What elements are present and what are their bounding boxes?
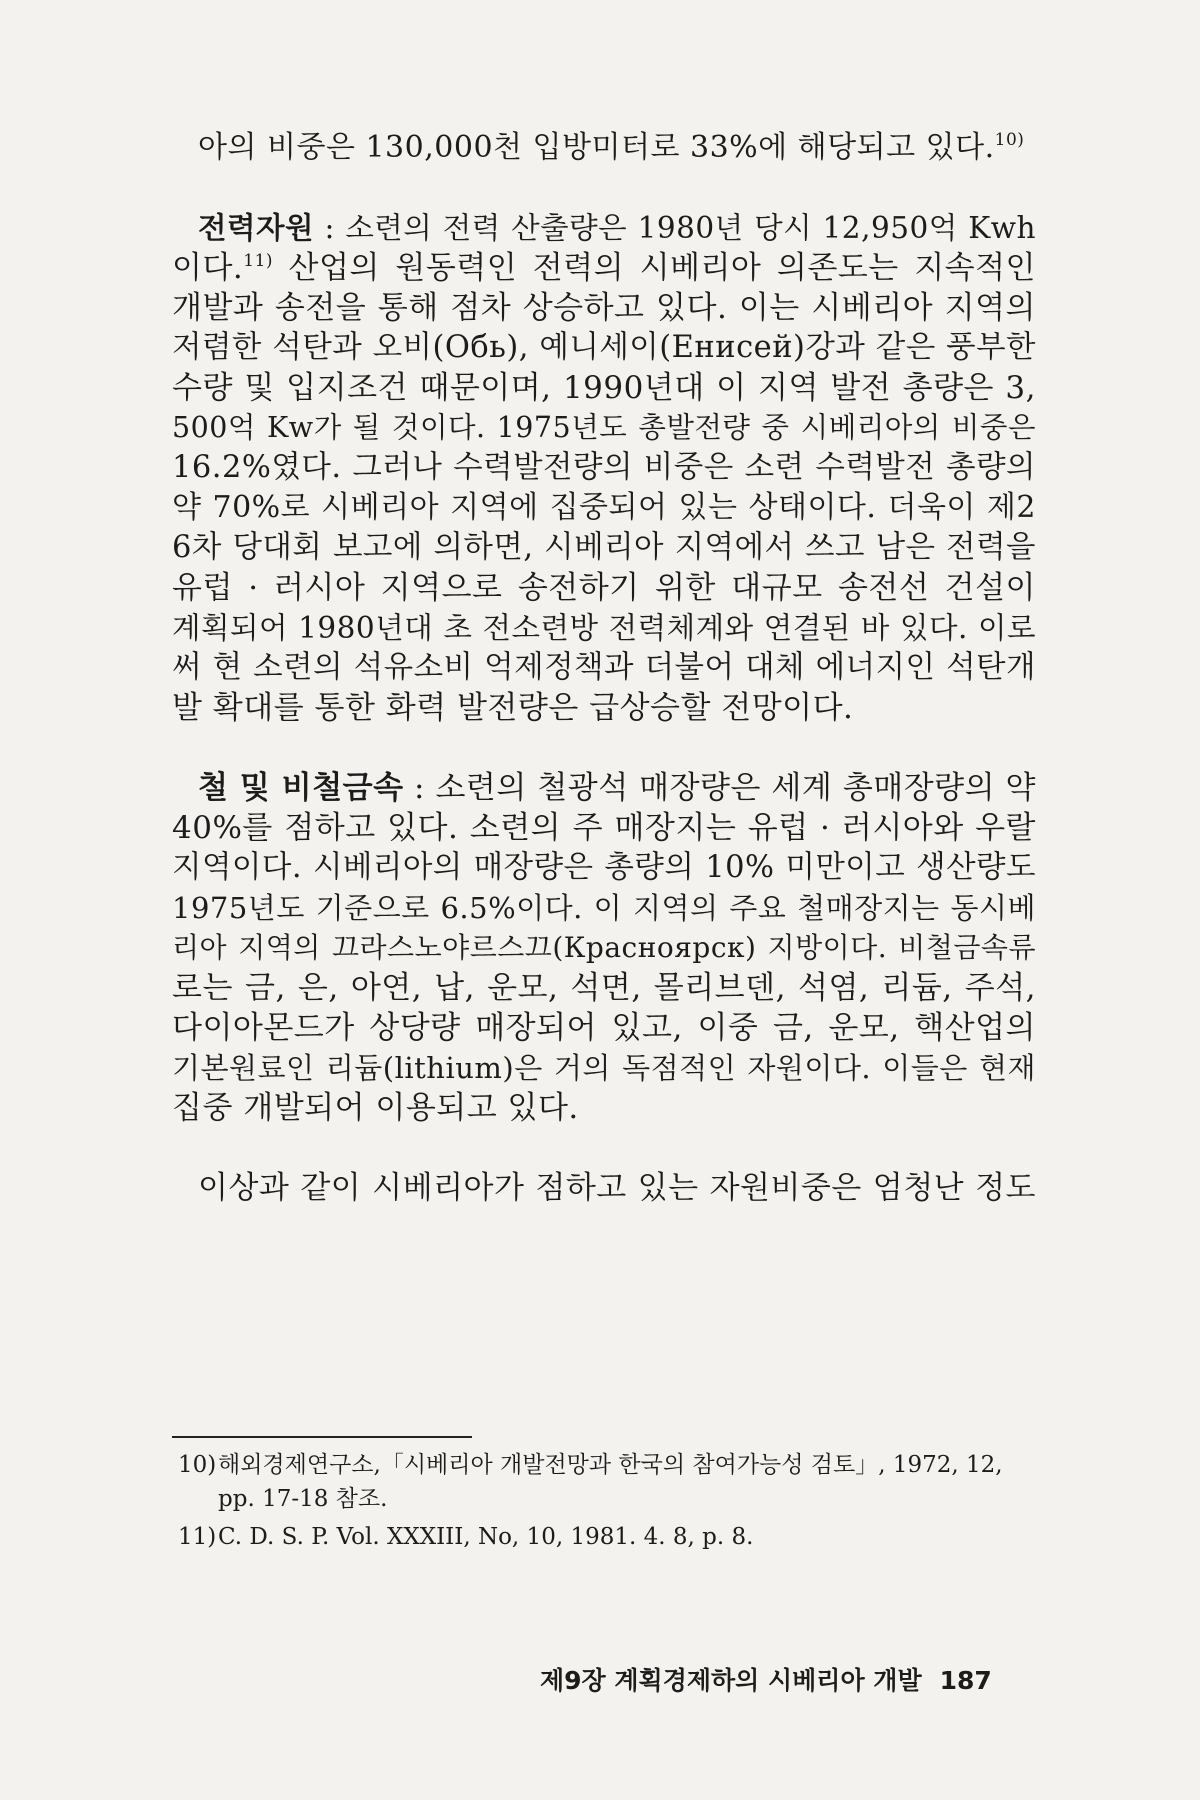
body-line: 개발과 송전을 통해 점차 상승하고 있다. 이는 시베리아 지역의 [172, 290, 1036, 326]
body-line: 기본원료인 리듐(lithium)은 거의 독점적인 자원이다. 이들은 현재 [172, 1051, 1036, 1085]
body-line: 전력자원 : 소련의 전력 산출량은 1980년 당시 12,950억 Kwh [198, 210, 1036, 245]
footnote-ref[interactable]: 11) [243, 251, 274, 271]
body-line: 500억 Kw가 될 것이다. 1975년도 총발전량 중 시베리아의 비중은 [172, 411, 1036, 444]
body-line: 지역이다. 시베리아의 매장량은 총량의 10% 미만이고 생산량도 [172, 850, 1036, 885]
footnote-text: C. D. S. P. Vol. XXXIII, No, 10, 1981. 4. 8, p. 8. [218, 1524, 754, 1550]
section-heading-electric-resources: 전력자원 [198, 210, 314, 245]
footnote-number: 11) [178, 1524, 217, 1550]
body-line: 이다.$^{11)}$ 산업의 원동력인 전력의 시베리아 의존도는 지속적인 [172, 250, 1036, 286]
body-line: 이상과 같이 시베리아가 점하고 있는 자원비중은 엄청난 정도 [198, 1170, 1036, 1206]
body-line: 로는 금, 은, 아연, 납, 운모, 석면, 몰리브덴, 석염, 리듐, 주석, [172, 970, 1036, 1006]
section-heading-ferrous-metals: 철 및 비철금속 [198, 770, 404, 806]
body-line: 리아 지역의 끄라스노야르스끄(Красноярск) 지방이다. 비철금속류 [172, 931, 1036, 964]
body-line: 약 70%로 시베리아 지역에 집중되어 있는 상태이다. 더욱이 제2 [172, 490, 1036, 525]
running-footer [540, 1664, 992, 1698]
body-line: 다이아몬드가 상당량 매장되어 있고, 이중 금, 운모, 핵산업의 [172, 1010, 1036, 1046]
page-number: 187 [939, 1666, 992, 1695]
body-line: 1975년도 기준으로 6.5%이다. 이 지역의 주요 철매장지는 동시베 [172, 891, 1036, 925]
body-line: 유럽 · 러시아 지역으로 송전하기 위한 대규모 송전선 건설이 [172, 570, 1036, 606]
body-line: 발 확대를 통한 화력 발전량은 급상승할 전망이다. [172, 690, 854, 726]
body-line: 철 및 비철금속 : 소련의 철광석 매장량은 세계 총매장량의 약 [198, 770, 1036, 806]
body-line: 아의 비중은 130,000천 입방미터로 33%에 해당되고 있다.$^{10)}$ [198, 130, 1025, 165]
footnote-divider [172, 1436, 472, 1438]
body-line: 집중 개발되어 이용되고 있다. [172, 1090, 579, 1126]
body-line: 써 현 소련의 석유소비 억제정책과 더불어 대체 에너지인 석탄개 [172, 650, 1036, 685]
body-line: 계획되어 1980년대 초 전소련방 전력체계와 연결된 바 있다. 이로 [172, 611, 1036, 645]
footnote-number: 10) [178, 1452, 217, 1478]
body-line: 16.2%였다. 그러나 수력발전량의 비중은 소련 수력발전 총량의 [172, 450, 1036, 485]
chapter-title: 제9장 계획경제하의 시베리아 개발 [540, 1666, 922, 1695]
body-line: 40%를 점하고 있다. 소련의 주 매장지는 유럽 · 러시아와 우랄 [172, 810, 1036, 846]
footnote-text: pp. 17-18 참조. [218, 1486, 388, 1512]
body-line: 수량 및 입지조건 때문이며, 1990년대 이 지역 발전 총량은 3, [172, 370, 1036, 406]
footnote-text: 해외경제연구소,「시베리아 개발전망과 한국의 참여가능성 검토」, 1972, 12, [218, 1452, 1003, 1478]
body-line: 저렴한 석탄과 오비(Обь), 예니세이(Енисей)강과 같은 풍부한 [172, 330, 1036, 365]
footnote-ref[interactable]: 10) [994, 130, 1025, 150]
body-line: 6차 당대회 보고에 의하면, 시베리아 지역에서 쓰고 남은 전력을 [172, 530, 1036, 565]
